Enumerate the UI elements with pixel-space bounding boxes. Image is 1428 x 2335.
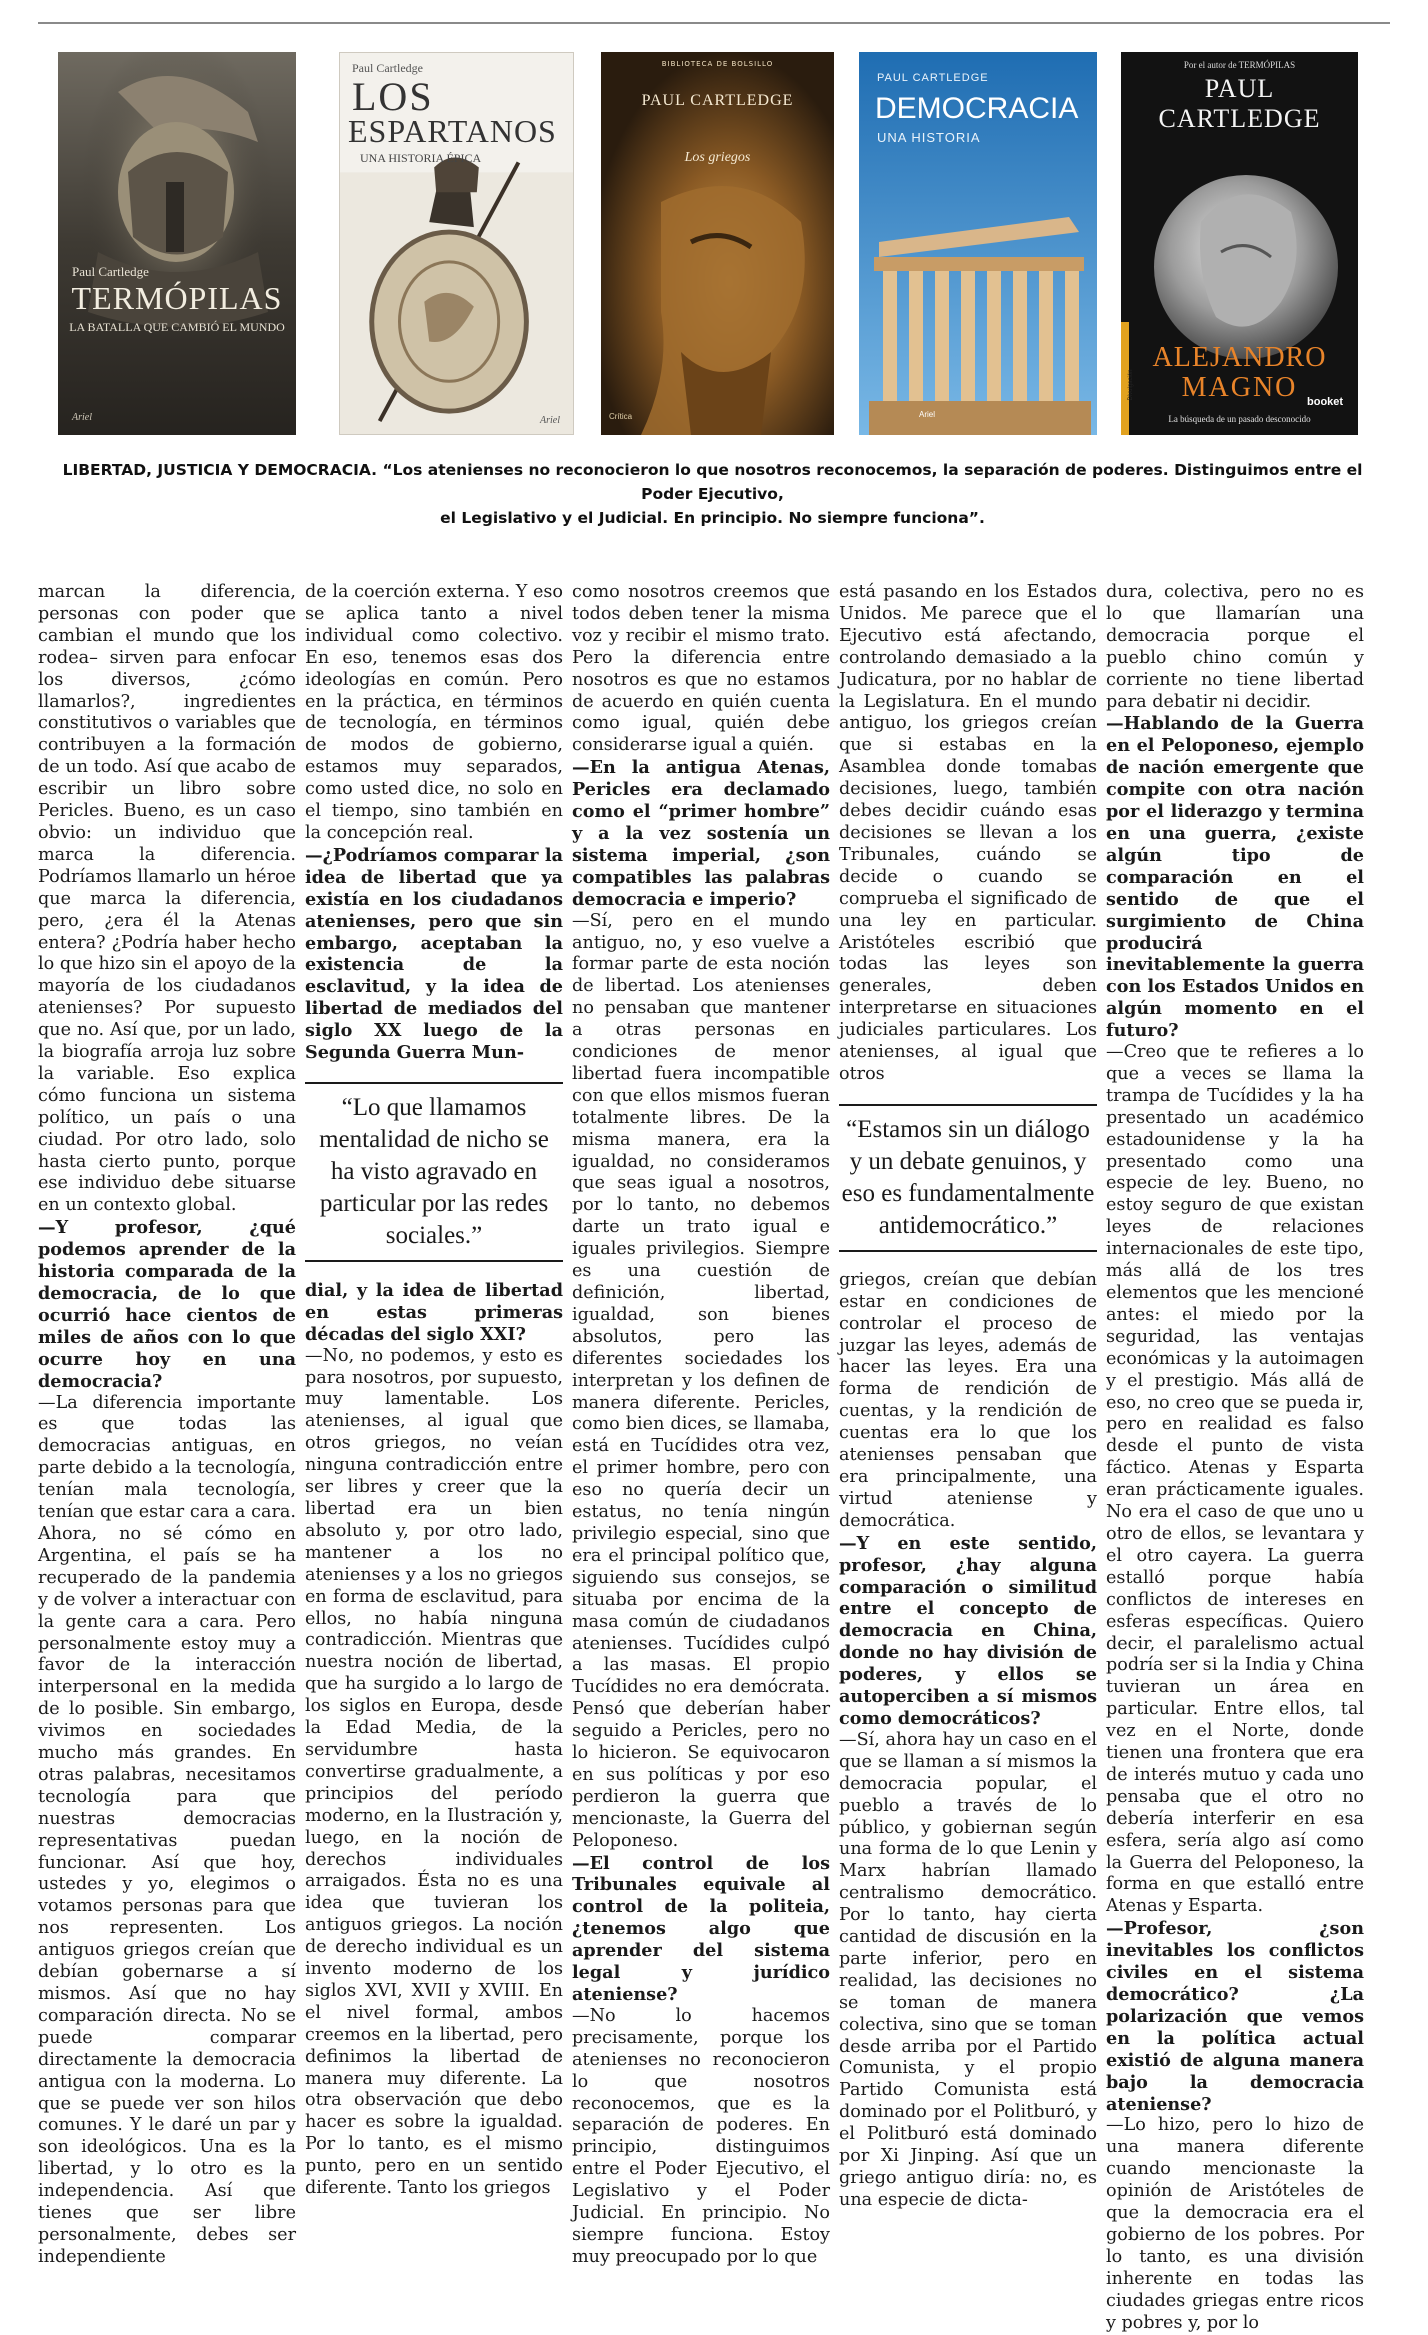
interview-question: —Y profesor, ¿qué podemos aprender de la historia comparada de la democracia, de lo que ocurrió hace cientos de miles de años con lo que ocurre hoy en una democracia? [38, 1217, 296, 1392]
pull-quote-rule-bottom [305, 1260, 563, 1262]
interview-question: —Y en este sentido, profesor, ¿hay alguna comparación o similitud entre el concepto de democracia en China, donde no hay división de poderes, y ellos se autoperciben a sí mismos como democráticos? [839, 1532, 1097, 1729]
book-subtitle: LA BATALLA QUE CAMBIÓ EL MUNDO [69, 320, 285, 334]
book-cover-termopilas [58, 52, 296, 435]
book-title-line1: ALEJANDRO [1152, 342, 1327, 373]
book-subtitle: La búsqueda de un pasado desconocido [1168, 414, 1311, 424]
body-paragraph: —La diferencia importante es que todas las democracias antiguas, en parte debido a la tecnología, tenían mala tecnología, tenían que estar cara a cara. Ahora, no sé cómo en Argentina, el país se ha recuperado de la pandemia y de volver a interactuar con la gente cara a cara. Pero personalmente estoy muy a favor de la interacción interpersonal en la medida de lo posible. Sin embargo, vivimos en sociedades mucho más grandes. En otras palabras, necesitamos tecnología para que nuestras democracias representativas puedan funcionar. Así que hoy, ustedes y yo, elegimos o votamos personas para que nos representen. Los antiguos griegos creían que debían gobernarse a sí mismos. Así que no hay comparación directa. No se puede comparar directamente la democracia antigua con la moderna. Lo que se puede ver son hilos comunes. Y le daré un par y son ideológicos. Una es la libertad, y lo otro es la independencia. Así que tienes que ser libre personalmente, debes ser independiente [38, 1392, 296, 2267]
book-publisher-logo: booket [1307, 396, 1344, 408]
book-title: DEMOCRACIA [875, 92, 1079, 125]
body-paragraph: —Sí, pero en el mundo antiguo, no, y eso vuelve a formar parte de esta noción de libertad. Los atenienses no pensaban que mantener a otras personas en condiciones de menor libertad fuera incompatible con que ellos mismos fueran totalmente libres. De la misma manera, era la igualdad, no consideramos que seas igual a nosotros, por lo tanto, no debemos darte un trato igual e iguales privilegios. Siempre es una cuestión de definición, libertad, igualdad, son bienes absolutos, pero las diferentes sociedades los interpretan y los definen de manera diferente. Pericles, como bien dices, se llamaba, está en Tucídides otra vez, el primer hombre, pero con eso no quería decir un estatus, no tenía ningún privilegio especial, sino que era el principal político que, siguiendo sus consejos, se situaba por encima de la masa común de ciudadanos atenienses. Tucídides culpó a las masas. El propio Tucídides no era demócrata. Pensó que deberían haber seguido a Pericles, pero no lo hicieron. Se equivocaron en sus políticas y por eso perdieron la guerra que mencionaste, la Guerra del Peloponeso. [572, 910, 830, 1851]
book-subtitle: UNA HISTORIA [877, 130, 981, 145]
body-paragraph: —Sí, ahora hay un caso en el que se llaman a sí mismos la democracia popular, el pueblo a través de lo público, y gobiernan según una forma de lo que Lenin y Marx habrían llamado centralismo democrático. Por lo tanto, hay cierta cantidad de discusión en la parte inferior, pero en realidad, las decisiones no se toman de manera colectiva, sino que se toman desde arriba por el Partido Comunista, y el propio Partido Comunista está dominado por el Politburó, y el Politburó está dominado por Xi Jinping. Así que un griego antiguo diría: no, es una especie de dicta- [839, 1729, 1097, 2210]
body-paragraph: —Lo hizo, pero lo hizo de una manera diferente cuando mencionaste la opinión de Aristóteles de que la democracia era el gobierno de los pobres. Por lo tanto, es una división inherente en todas las ciudades griegas entre ricos y pobres y, por lo [1106, 2115, 1364, 2333]
book-publisher: Ariel [72, 412, 92, 423]
book-title: TERMÓPILAS [71, 280, 283, 316]
pull-quote-rule-top [305, 1082, 563, 1084]
pull-quote [305, 1082, 563, 1262]
book-series: BIBLIOTECA DE BOLSILLO [661, 60, 774, 68]
book-spine-label: Divulgación [1128, 369, 1134, 401]
article-column-3 [572, 582, 830, 2269]
body-paragraph: —No lo hacemos precisamente, porque los atenienses no reconocieron lo que nosotros reconocemos, que es la separación de poderes. En principio, distinguimos entre el Poder Ejecutivo, el Legislativo y el Poder Judicial. En principio. No siempre funciona. Estoy muy preocupado por lo que [572, 2005, 830, 2267]
book-author-line2: CARTLEDGE [1158, 104, 1321, 133]
caption-lead: LIBERTAD, JUSTICIA Y DEMOCRACIA. [62, 461, 378, 479]
book-author: Paul Cartledge [352, 61, 423, 75]
book-title-line2: MAGNO [1181, 372, 1298, 403]
body-paragraph: —Creo que te refieres a lo que a veces se llama la trampa de Tucídides y la ha presentado un académico estadounidense y la ha presentado como una especie de ley. Bueno, no estoy seguro de que existan leyes de relaciones internacionales de este tipo, más allá de los tres elementos que les mencioné antes: el miedo por la seguridad, las ventajas económicas y la autoimagen y el prestigio. Más allá de eso, no creo que se pueda ir, pero en realidad es falso desde el punto de vista fáctico. Atenas y Esparta eran prácticamente iguales. No era el caso de que uno u otro de ellos, se levantara y el otro cayera. La guerra estalló porque había conflictos de intereses en esferas específicas. Quiero decir, el paralelismo actual podría ser si la India y China tuvieran un área en particular. Entre ellos, tal vez en el Norte, donde tienen una frontera que era de interés mutuo y cada uno pensaba que el otro no debería interferir en esa esfera, sería algo así como la Guerra del Peloponeso, la forma en que estalló entre Atenas y Esparta. [1106, 1042, 1364, 1917]
body-paragraph: griegos, creían que debían estar en condiciones de controlar el proceso de juzgar las leyes, además de hacer las leyes. Era una forma de rendición de cuentas, y la rendición de cuentas era lo que los atenienses pensaban que era principalmente, una virtud ateniense y democrática. [839, 1269, 1097, 1531]
book-cover-los-espartanos [339, 52, 574, 435]
interview-question: —Hablando de la Guerra en el Peloponeso, ejemplo de nación emergente que compite con otra nación por el liderazgo y termina en una guerra, ¿existe algún tipo de comparación en el sentido de que el surgimiento de China producirá inevitablemente la guerra con los Estados Unidos en algún momento en el futuro? [1106, 713, 1364, 1042]
body-paragraph: como nosotros creemos que todos deben tener la misma voz y recibir el mismo trato. Pero la diferencia entre nosotros es que no estamos de acuerdo en quién cuenta como igual, quién debe considerarse igual a quién. [572, 582, 830, 756]
book-cover-democracia [859, 52, 1097, 435]
helmet-illustration [58, 52, 296, 435]
book-author: PAUL CARTLEDGE [877, 72, 989, 84]
top-rule [38, 22, 1390, 24]
book-title-line2: ESPARTANOS [348, 113, 557, 149]
interview-question: —Profesor, ¿son inevitables los conflictos civiles en el sistema democrático? ¿La polarización que vemos en la política actual existió de alguna manera bajo la democracia ateniense? [1106, 1918, 1364, 2115]
book-subtitle: UNA HISTORIA ÉPICA [360, 151, 482, 165]
book-author: Paul Cartledge [72, 264, 149, 279]
book-publisher: Ariel [919, 410, 936, 419]
body-paragraph: marcan la diferencia, personas con poder que cambian el mundo que los rodea– sirven para enfocar los diversos, ¿cómo llamarlos?, ingredientes constitutivos o variables que contribuyen a la formación de un todo. Así que acabo de escribir un libro sobre Pericles. Bueno, es un caso obvio: un individuo que marca la diferencia. Podríamos llamarlo un héroe que marca la diferencia, pero, ¿era él la Atenas entera? ¿Podría haber hecho lo que hizo sin el apoyo de la mayoría de los ciudadanos atenienses? Por supuesto que no. Así que, por un lado, la biografía arroja luz sobre la variable. Eso explica cómo funciona un sistema político, un país o una ciudad. Por otro lado, solo hasta cierto punto, porque ese individuo debe situarse en un contexto global. [38, 582, 296, 1216]
pull-quote-text: “Estamos sin un diálogo y un debate genuinos, y eso es fundamentalmente antidemocrático.” [841, 1115, 1095, 1239]
article-column-4 [839, 582, 1097, 2212]
body-paragraph: —No, no podemos, y esto es para nosotros, por supuesto, muy lamentable. Los atenienses, al igual que otros griegos, no veían ninguna contradicción entre ser libres y creer que la libertad era un bien absoluto y, por otro lado, mantener a los no atenienses y a los no griegos en forma de esclavitud, para ellos, no había ninguna contradicción. Mientras que nuestra noción de libertad, que ha surgido a lo largo de los siglos en Europa, desde la Edad Media, de la servidumbre hasta convertirse gradualmente, a principios del período moderno, en la Ilustración y, luego, en la noción de derechos individuales arraigados. Ésta no es una idea que tuvieran los antiguos griegos. La noción de derecho individual es un invento moderno de los siglos XVI, XVII y XVIII. En el nivel formal, ambos creemos en la libertad, pero definimos la libertad de manera muy diferente. La otra observación que debo hacer es sobre la igualdad. Por lo tanto, es el mismo punto, pero en un sentido diferente. Tanto los griegos [305, 1345, 563, 2199]
photo-caption [40, 458, 1385, 530]
book-author-line1: PAUL [1204, 74, 1275, 103]
interview-question: —¿Podríamos comparar la idea de libertad que ya existía en los ciudadanos atenienses, pero que sin embargo, aceptaban la existencia de la esclavitud, y la idea de libertad de mediados del siglo XX luego de la Segunda Guerra Mun- [305, 844, 563, 1064]
article-column-2 [305, 582, 563, 2200]
caption-quote-end: el Legislativo y el Judicial. En principio. No siempre funciona”. [440, 509, 985, 527]
article-column-1 [38, 582, 296, 2269]
pull-quote-rule-bottom [839, 1250, 1097, 1252]
body-paragraph: dura, colectiva, pero no es lo que llamarían una democracia porque el pueblo chino común y corriente no tiene libertad para debatir ni decidir. [1106, 582, 1364, 712]
pull-quote [839, 1104, 1097, 1252]
body-paragraph: está pasando en los Estados Unidos. Me parece que el Ejecutivo está afectando, controlando demasiado a la Judicatura, por no hablar de la Legislatura. En el mundo antiguo, los griegos creían que si estabas en la Asamblea donde tomabas decisiones, luego, también debes decidir cuándo esas decisiones se llevan a los Tribunales, cuándo se decide o cuando se comprueba el significado de una ley en particular. Aristóteles escribió que todas las leyes son generales, deben interpretarse en situaciones judiciales particulares. Los atenienses, al igual que otros [839, 582, 1097, 1084]
book-publisher: Crítica [609, 412, 633, 421]
book-cover-alejandro-magno [1121, 52, 1358, 435]
book-title: Los griegos [684, 150, 751, 165]
interview-question: —El control de los Tribunales equivale al control de la politeia, ¿tenemos algo que aprender del sistema legal y jurídico ateniense? [572, 1852, 830, 2005]
book-covers-row [58, 52, 1378, 435]
pull-quote-rule-top [839, 1104, 1097, 1106]
book-tagline: Por el autor de TERMÓPILAS [1183, 60, 1296, 70]
caption-quote-start: “Los atenienses no reconocieron lo que nosotros reconocemos, la separación de poderes. Distinguimos entre el Poder Ejecutivo, [382, 461, 1363, 503]
interview-question: —En la antigua Atenas, Pericles era declamado como el “primer hombre” y a la vez sostenía un sistema imperial, ¿son compatibles las palabras democracia e imperio? [572, 757, 830, 910]
book-cover-los-griegos [601, 52, 834, 435]
interview-question: dial, y la idea de libertad en estas primeras décadas del siglo XXI? [305, 1279, 563, 1345]
body-paragraph: de la coerción externa. Y eso se aplica tanto a nivel individual como colectivo. En eso, tenemos esas dos ideologías en común. Pero en la práctica, en términos de tecnología, en términos de modos de gobierno, estamos muy separados, como usted dice, no solo en el tiempo, sino también en la concepción real. [305, 582, 563, 843]
book-author: PAUL CARTLEDGE [641, 92, 794, 109]
pull-quote-text: “Lo que llamamos mentalidad de nicho se ha visto agravado en particular por las redes sociales.” [319, 1093, 549, 1249]
book-publisher: Ariel [540, 415, 560, 426]
article-column-5 [1106, 582, 1364, 2335]
book-title-line1: LOS [352, 74, 434, 119]
